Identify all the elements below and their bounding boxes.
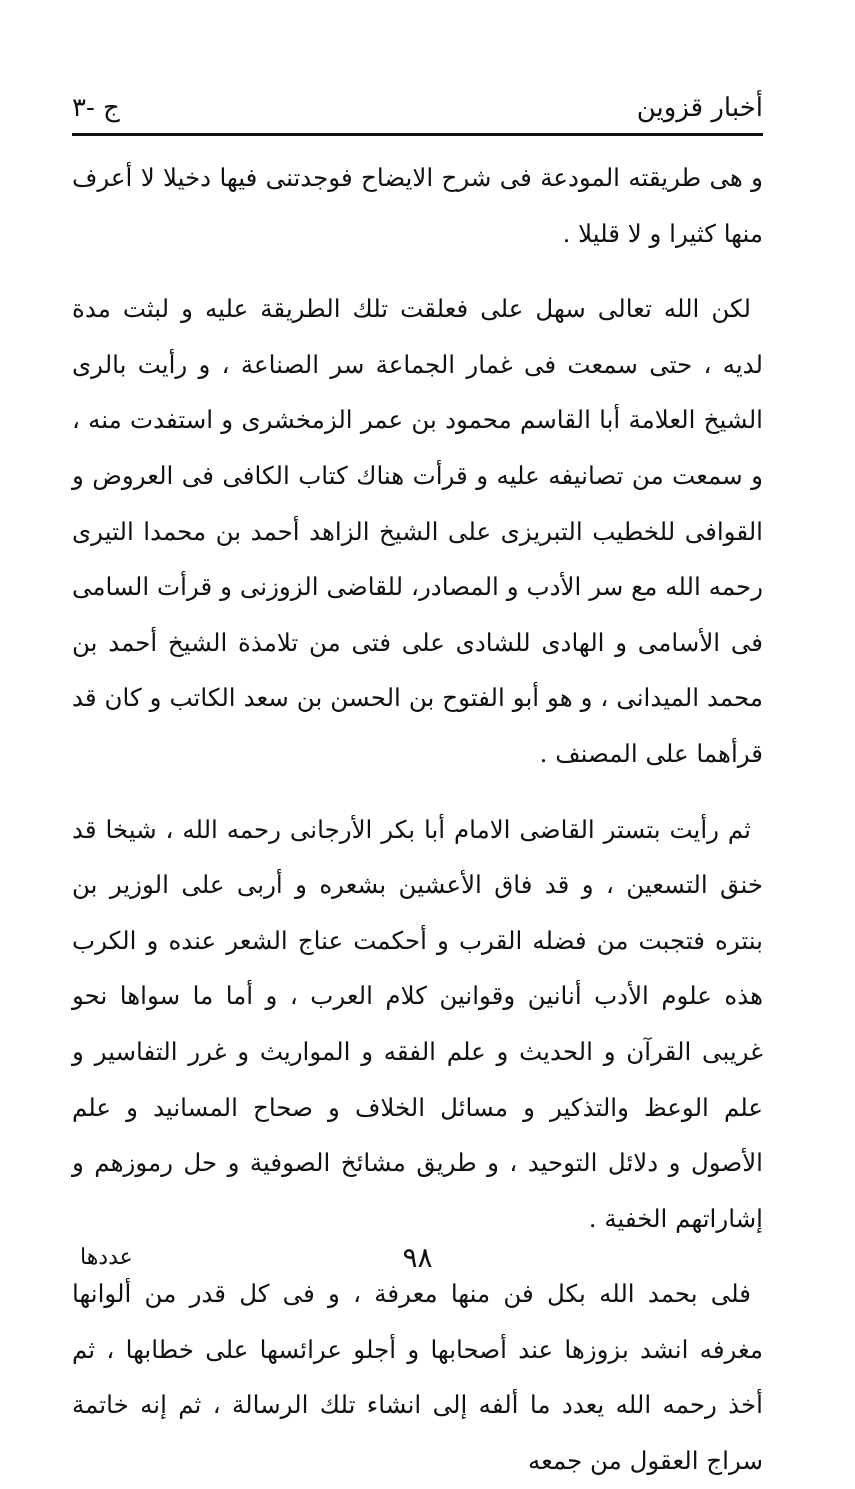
paragraph: فلى بحمد الله بكل فن منها معرفة ، و فى كل قدر من ألوانها مغرفه انشد بزوزها عند أصحابها و أجلو عرائسها على خطابها ، ثم أخذ رحمه الله يعدد ما ألفه إلى انشاء تلك الرسالة ، ثم إنه خاتمة سراج العقول من جمعه xyxy=(72,1279,763,1476)
page-number: ٩٨ xyxy=(402,1241,433,1274)
running-header xyxy=(72,88,763,128)
body-text xyxy=(72,150,763,1489)
volume-number: ج -٣ xyxy=(72,93,120,123)
catchword: عددها xyxy=(80,1245,133,1270)
paragraph: ثم رأيت بتستر القاضى الامام أبا بكر الأرجانى رحمه الله ، شيخا قد خنق التسعين ، و قد فاق الأعشين بشعره و أربى على الوزير بن بنتره فتجبت من فضله القرب و أحكمت عناج الشعر عنده و الكرب هذه علوم الأدب أنانين وقوانين كلام العرب ، و أما ما سواها نحو غريبى القرآن و الحديث و علم الفقه و المواريث و غرر التفاسير و علم الوعظ والتذكير و مسائل الخلاف و صحاح المسانيد و علم الأصول و دلائل التوحيد ، و طريق مشائخ الصوفية و حل رموزهم و إشاراتهم الخفية . xyxy=(72,814,763,1233)
running-title: أخبار قزوين xyxy=(636,93,763,123)
header-rule xyxy=(72,133,763,136)
paragraph-gap xyxy=(72,261,763,281)
paragraph-gap xyxy=(72,782,763,802)
page-footer xyxy=(72,1238,763,1278)
paragraph: لكن الله تعالى سهل على فعلقت تلك الطريقة عليه و لبثت مدة لديه ، حتى سمعت فى غمار الجماعة سر الصناعة ، و رأيت بالرى الشيخ العلامة أبا القاسم محمود بن عمر الزمخشرى و استفدت منه ، و سمعت من تصانيفه عليه و قرأت هناك كتاب الكافى فى العروض و القوافى للخطيب التبريزى على الشيخ الزاهد أحمد بن محمدا التيرى رحمه الله مع سر الأدب و المصادر، للقاضى الزوزنى و قرأت السامى فى الأسامى و الهادى للشادى على فتى من تلامذة الشيخ أحمد بن محمد الميدانى ، و هو أبو الفتوح بن الحسن بن سعد الكاتب و كان قد قرأهما على المصنف . xyxy=(72,294,763,768)
paragraph: و هى طريقته المودعة فى شرح الايضاح فوجدتنى فيها دخيلا لا أعرف منها كثيرا و لا قليلا . xyxy=(72,163,763,248)
